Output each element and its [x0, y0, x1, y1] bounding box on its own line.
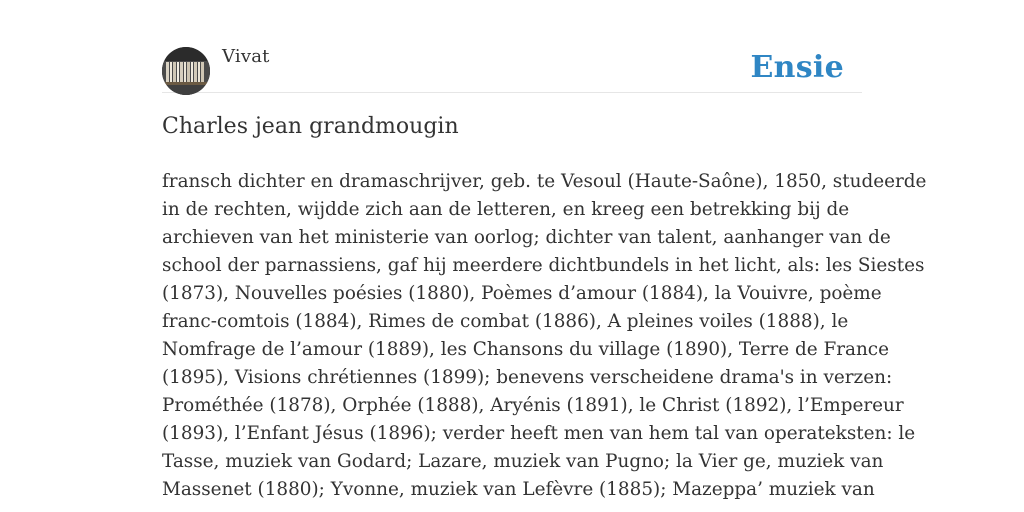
- body-line: archieven van het ministerie van oorlog; dichter van talent, aanhanger van de: [162, 227, 891, 248]
- body-line: in de rechten, wijdde zich aan de letteren, en kreeg een betrekking bij de: [162, 199, 850, 220]
- body-line: (1893), l’Enfant Jésus (1896); verder heeft men van hem tal van operateksten: le: [162, 423, 916, 444]
- body-line: fransch dichter en dramaschrijver, geb. te Vesoul (Haute-Saône), 1850, studeerde: [162, 171, 927, 192]
- brand-logo[interactable]: Ensie: [750, 50, 844, 85]
- body-line: Massenet (1880); Yvonne, muziek van Lefèvre (1885); Mazeppa’ muziek van: [162, 479, 875, 500]
- body-line: Prométhée (1878), Orphée (1888), Aryénis (1891), le Christ (1892), l’Empereur: [162, 395, 904, 416]
- body-line: franc-comtois (1884), Rimes de combat (1886), A pleines voiles (1888), le: [162, 311, 849, 332]
- header: [162, 46, 862, 93]
- article-body: [162, 168, 927, 504]
- body-line: (1873), Nouvelles poésies (1880), Poèmes d’amour (1884), la Vouivre, poème: [162, 283, 882, 304]
- body-line: Tasse, muziek van Godard; Lazare, muziek van Pugno; la Vier ge, muziek van: [162, 451, 884, 472]
- body-line: (1895), Visions chrétiennes (1899); benevens verscheidene drama's in verzen:: [162, 367, 893, 388]
- source-name[interactable]: Vivat: [222, 46, 270, 67]
- body-line: Nomfrage de l’amour (1889), les Chansons du village (1890), Terre de France: [162, 339, 889, 360]
- body-line: school der parnassiens, gaf hij meerdere dichtbundels in het licht, als: les Siestes: [162, 255, 925, 276]
- page-title: Charles jean grandmougin: [162, 114, 459, 139]
- bookshelf-avatar-icon[interactable]: [162, 47, 210, 95]
